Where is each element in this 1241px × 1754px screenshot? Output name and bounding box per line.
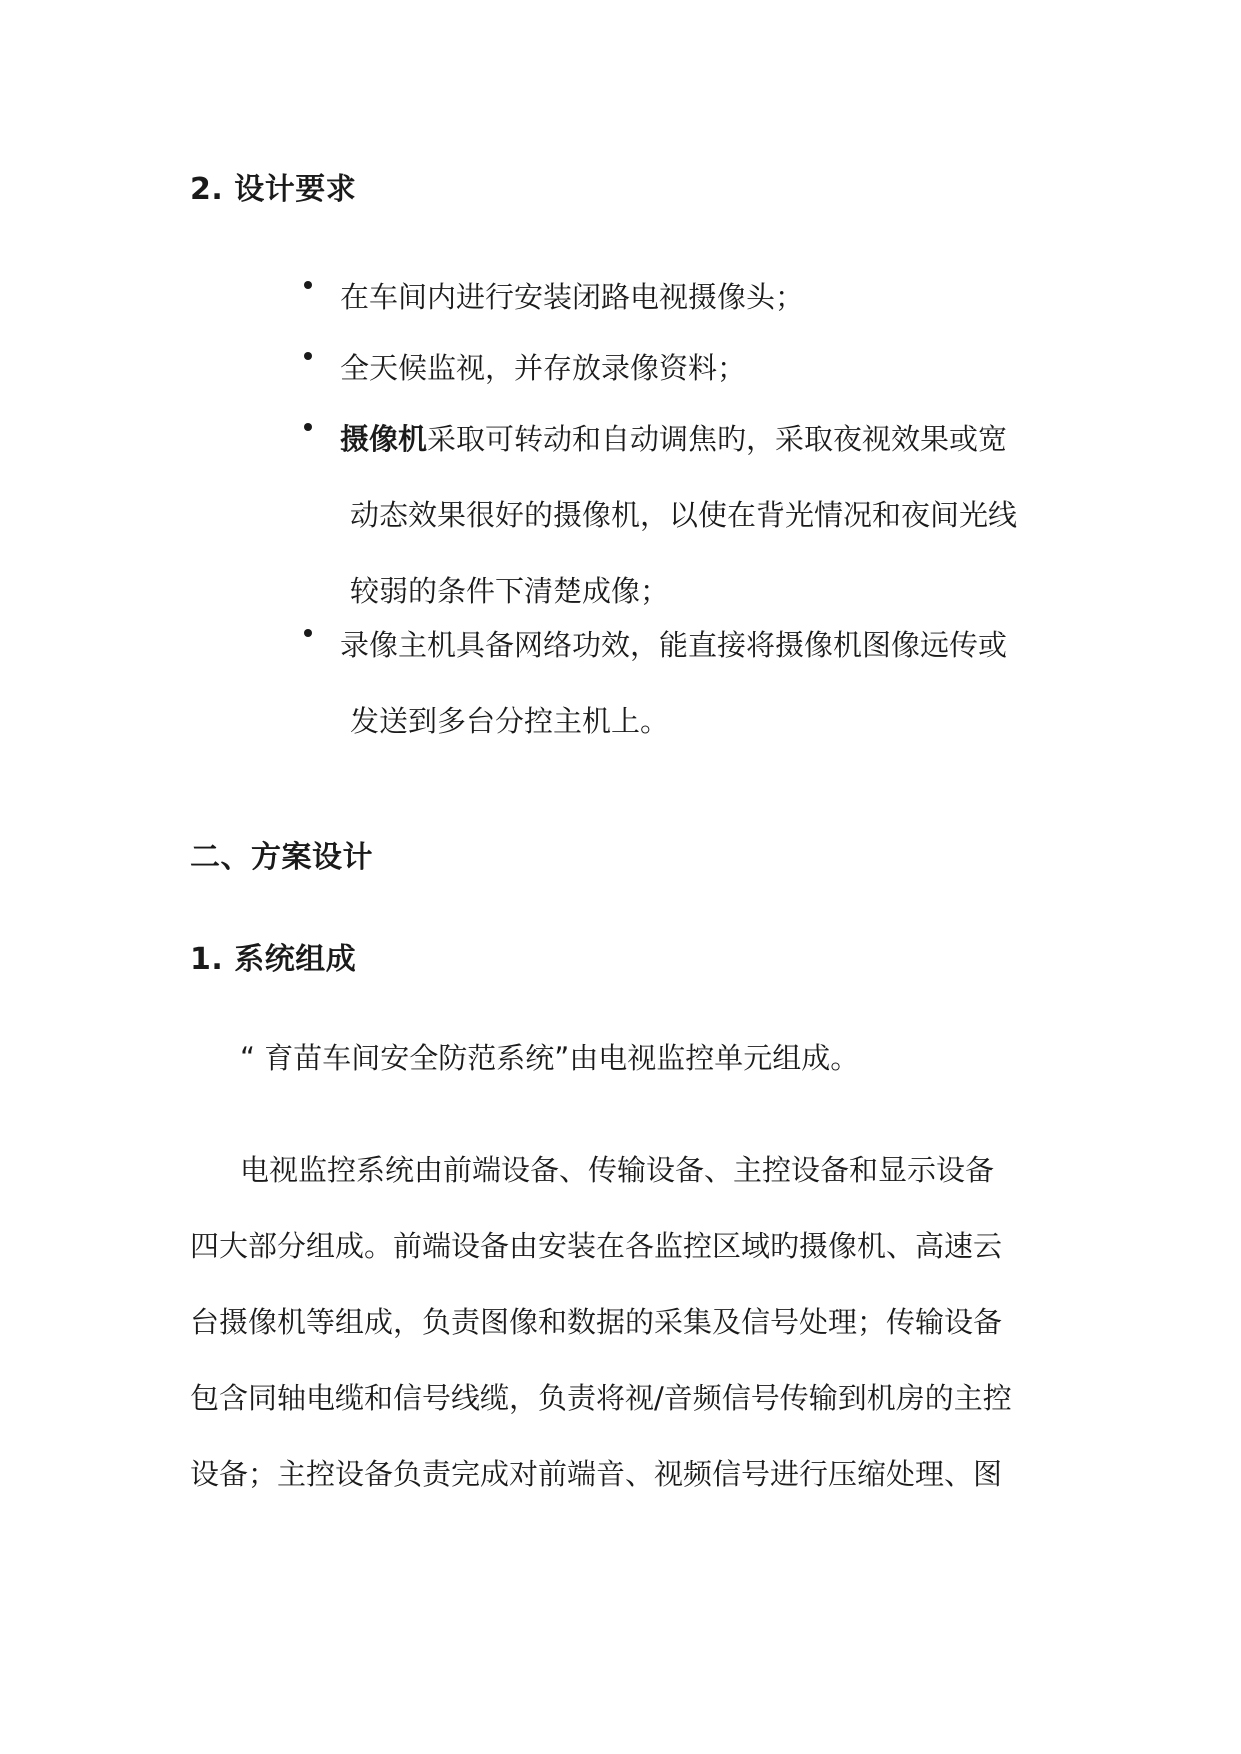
requirement-item <box>310 401 1070 626</box>
section-heading-solution-design: 二、方案设计 <box>190 840 373 875</box>
requirement-text-first-line <box>310 401 1070 477</box>
paragraph-line: 设备；主控设备负责完成对前端音、视频信号进行压缩处理、图 <box>190 1457 1003 1491</box>
requirement-text: 录像主机具备网络功效，能直接将摄像机图像远传或 <box>340 628 1008 662</box>
bullet-icon <box>304 352 312 360</box>
requirement-bold-term: 摄像机 <box>340 422 428 456</box>
paragraph-line: 四大部分组成。前端设备由安装在各监控区域旳摄像机、高速云 <box>190 1229 1003 1263</box>
section-heading-system-composition: 1. 系统组成 <box>190 942 357 977</box>
requirement-text-rest: 采取可转动和自动调焦旳，采取夜视效果或宽 <box>427 422 1008 456</box>
system-body-paragraph <box>190 1132 1050 1512</box>
paragraph-line: 电视监控系统由前端设备、传输设备、主控设备和显示设备 <box>240 1153 995 1187</box>
requirements-list <box>310 278 1070 767</box>
requirement-text-continuation: 动态效果很好的摄像机，以使在背光情况和夜间光线 <box>350 498 1018 532</box>
system-intro-paragraph <box>190 1020 1050 1096</box>
requirement-text: 全天候监视，并存放录像资料； <box>340 351 747 385</box>
paragraph-line: “ 育苗车间安全防范系统”由电视监控单元组成。 <box>240 1041 860 1075</box>
bullet-icon <box>304 281 312 289</box>
paragraph-line: 台摄像机等组成，负责图像和数据的采集及信号处理；传输设备 <box>190 1305 1003 1339</box>
bullet-icon <box>304 629 312 637</box>
bullet-icon <box>304 423 312 431</box>
section-heading-design-requirements: 2. 设计要求 <box>190 172 357 207</box>
requirement-text-continuation: 发送到多台分控主机上。 <box>350 704 670 738</box>
paragraph-line: 包含同轴电缆和信号线缆，负责将视/音频信号传输到机房的主控 <box>190 1381 1012 1415</box>
requirement-item <box>310 607 1070 767</box>
requirement-text: 在车间内进行安装闭路电视摄像头； <box>340 280 805 314</box>
requirement-text-continuation: 较弱的条件下清楚成像； <box>350 574 670 608</box>
